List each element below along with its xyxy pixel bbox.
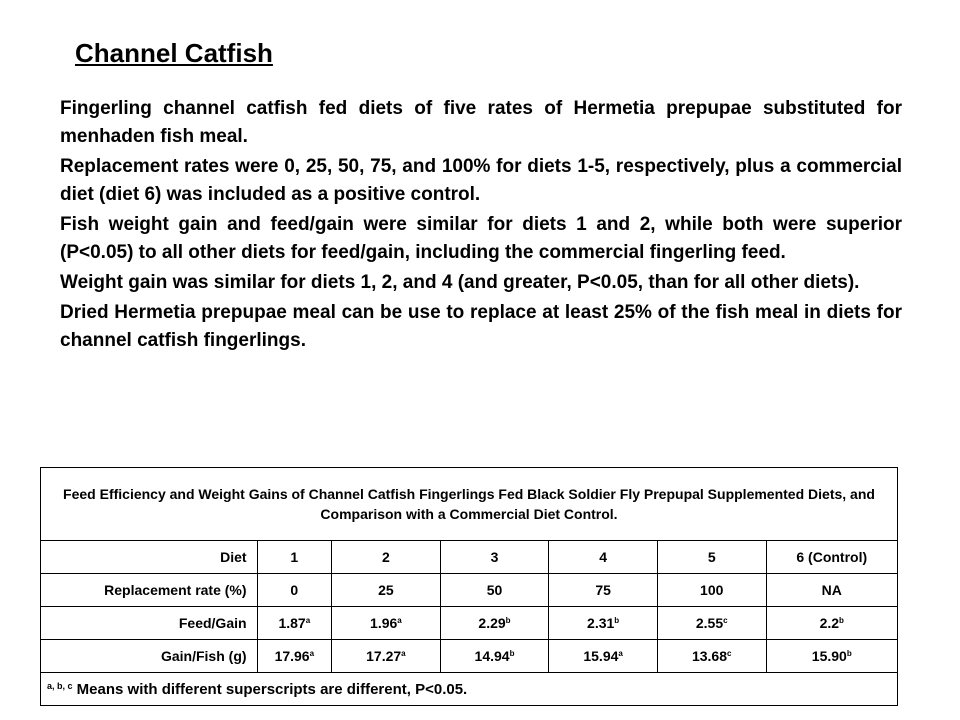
table-row bbox=[41, 607, 898, 640]
paragraph: Dried Hermetia prepupae meal can be use to replace at least 25% of the fish meal in diets for channel catfish fingerlings. bbox=[60, 302, 902, 351]
page-title: Channel Catfish bbox=[75, 38, 273, 68]
header-cell: 1 bbox=[257, 541, 332, 574]
table-cell: 2.29$^b$ bbox=[440, 607, 549, 640]
table-cell: 2.31$^b$ bbox=[549, 607, 658, 640]
paragraph: Fingerling channel catfish fed diets of five rates of Hermetia prepupae substituted for menhaden fish meal. bbox=[60, 98, 902, 147]
table-cell: 17.27$^a$ bbox=[332, 640, 441, 673]
table-cell: 75 bbox=[549, 574, 658, 607]
header-cell: 4 bbox=[549, 541, 658, 574]
table-footnote bbox=[41, 673, 898, 706]
header-cell: 6 (Control) bbox=[766, 541, 897, 574]
body-text bbox=[60, 95, 902, 357]
superscript: c bbox=[723, 616, 728, 625]
table-cell: 0 bbox=[257, 574, 332, 607]
table-row bbox=[41, 574, 898, 607]
header-cell: 5 bbox=[657, 541, 766, 574]
table-cell: 25 bbox=[332, 574, 441, 607]
header-cell: 2 bbox=[332, 541, 441, 574]
superscript: b bbox=[846, 649, 852, 658]
table-cell: 14.94$^b$ bbox=[440, 640, 549, 673]
superscript: a bbox=[305, 616, 311, 625]
superscript: b bbox=[505, 616, 511, 625]
footnote-superscript: a, b, c bbox=[47, 680, 73, 691]
table-header-row bbox=[41, 541, 898, 574]
results-table bbox=[40, 467, 898, 706]
superscript: b bbox=[509, 649, 515, 658]
table-cell: 13.68$^c$ bbox=[657, 640, 766, 673]
results-table-container bbox=[40, 467, 898, 706]
table-row bbox=[41, 640, 898, 673]
header-label: Diet bbox=[41, 541, 258, 574]
table-cell: 50 bbox=[440, 574, 549, 607]
table-cell: 1.87$^a$ bbox=[257, 607, 332, 640]
paragraph: Replacement rates were 0, 25, 50, 75, and 100% for diets 1-5, respectively, plus a commercial diet (diet 6) was included as a positive control. bbox=[60, 156, 902, 205]
footnote-text: Means with different superscripts are different, P<0.05. bbox=[72, 680, 468, 698]
table-cell: 2.55$^c$ bbox=[657, 607, 766, 640]
row-label: Replacement rate (%) bbox=[41, 574, 258, 607]
paragraph: Weight gain was similar for diets 1, 2, and 4 (and greater, P<0.05, than for all other diets). bbox=[60, 272, 860, 293]
paragraph: Fish weight gain and feed/gain were similar for diets 1 and 2, while both were superior (P<0.05) to all other diets for feed/gain, including the commercial fingerling feed. bbox=[60, 214, 902, 263]
superscript: a bbox=[401, 649, 406, 658]
superscript: c bbox=[727, 649, 732, 658]
table-cell: 2.2$^b$ bbox=[766, 607, 897, 640]
table-caption: Feed Efficiency and Weight Gains of Channel Catfish Fingerlings Fed Black Soldier Fly Prepupal Supplemented Diets, and Comparison with a Commercial Diet Control. bbox=[41, 468, 898, 541]
row-label: Gain/Fish (g) bbox=[41, 640, 258, 673]
table-cell: 17.96$^a$ bbox=[257, 640, 332, 673]
table-cell: 15.90$^b$ bbox=[766, 640, 897, 673]
table-cell: 15.94$^a$ bbox=[549, 640, 658, 673]
table-cell: 100 bbox=[657, 574, 766, 607]
superscript: a bbox=[618, 649, 623, 658]
table-cell: 1.96$^a$ bbox=[332, 607, 441, 640]
superscript: b bbox=[614, 616, 620, 625]
header-cell: 3 bbox=[440, 541, 549, 574]
superscript: a bbox=[309, 649, 315, 658]
table-footnote-row bbox=[41, 673, 898, 706]
superscript: a bbox=[397, 616, 402, 625]
table-cell: NA bbox=[766, 574, 897, 607]
row-label: Feed/Gain bbox=[41, 607, 258, 640]
table-caption-row bbox=[41, 468, 898, 541]
superscript: b bbox=[839, 616, 844, 625]
